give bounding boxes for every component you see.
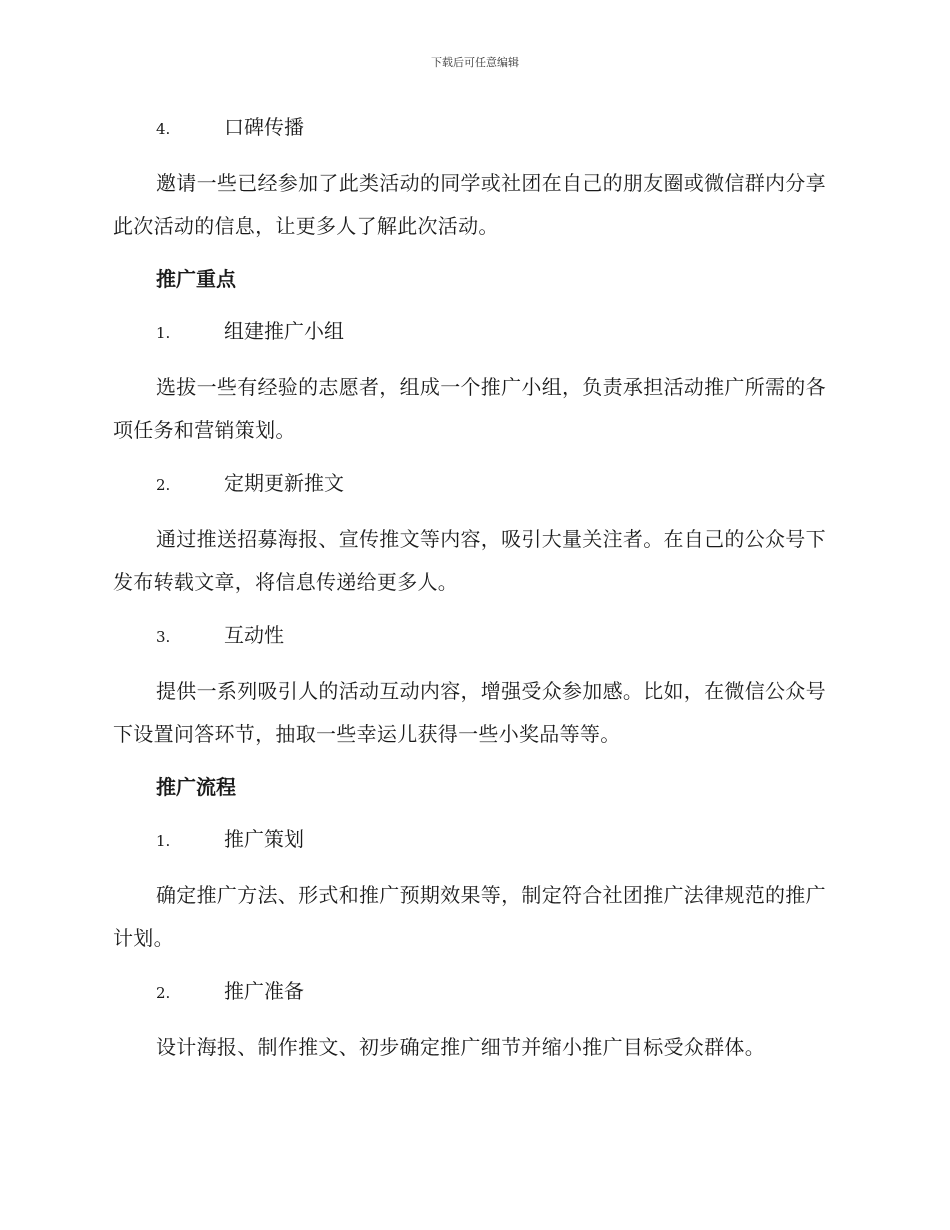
- list-item-number: 2.: [156, 476, 171, 494]
- list-item-number: 4.: [156, 120, 171, 138]
- list-item: [156, 108, 833, 148]
- list-item: [156, 312, 833, 352]
- paragraph: 提供一系列吸引人的活动互动内容，增强受众参加感。比如，在微信公众号下设置问答环节，抽取一些幸运儿获得一些小奖品等等。: [113, 679, 826, 746]
- list-item-number: 2.: [156, 984, 171, 1002]
- list-item-number: 1.: [156, 324, 171, 342]
- list-item: [156, 972, 833, 1012]
- list-item-title: 推广策划: [224, 827, 304, 851]
- paragraph: 设计海报、制作推文、初步确定推广细节并缩小推广目标受众群体。: [156, 1035, 765, 1059]
- section-heading: 推广流程: [156, 775, 236, 799]
- list-item-number: 1.: [156, 832, 171, 850]
- header-note: 下载后可任意编辑: [431, 56, 519, 69]
- list-item: [156, 616, 833, 656]
- list-item-title: 口碑传播: [224, 115, 304, 139]
- list-item-title: 推广准备: [224, 979, 304, 1003]
- section-heading: 推广重点: [156, 267, 236, 291]
- list-item: [156, 820, 833, 860]
- paragraph: 邀请一些已经参加了此类活动的同学或社团在自己的朋友圈或微信群内分享此次活动的信息，让更多人了解此次活动。: [113, 171, 826, 238]
- list-item-title: 组建推广小组: [224, 319, 344, 343]
- list-item-title: 定期更新推文: [224, 471, 344, 495]
- paragraph: 选拔一些有经验的志愿者，组成一个推广小组，负责承担活动推广所需的各项任务和营销策划。: [113, 375, 826, 442]
- paragraph: 确定推广方法、形式和推广预期效果等，制定符合社团推广法律规范的推广计划。: [113, 883, 826, 950]
- paragraph: 通过推送招募海报、宣传推文等内容，吸引大量关注者。在自己的公众号下发布转载文章，将信息传递给更多人。: [113, 527, 826, 594]
- list-item-title: 互动性: [224, 623, 284, 647]
- document-body: [113, 108, 833, 1081]
- list-item-number: 3.: [156, 628, 171, 646]
- list-item: [156, 464, 833, 504]
